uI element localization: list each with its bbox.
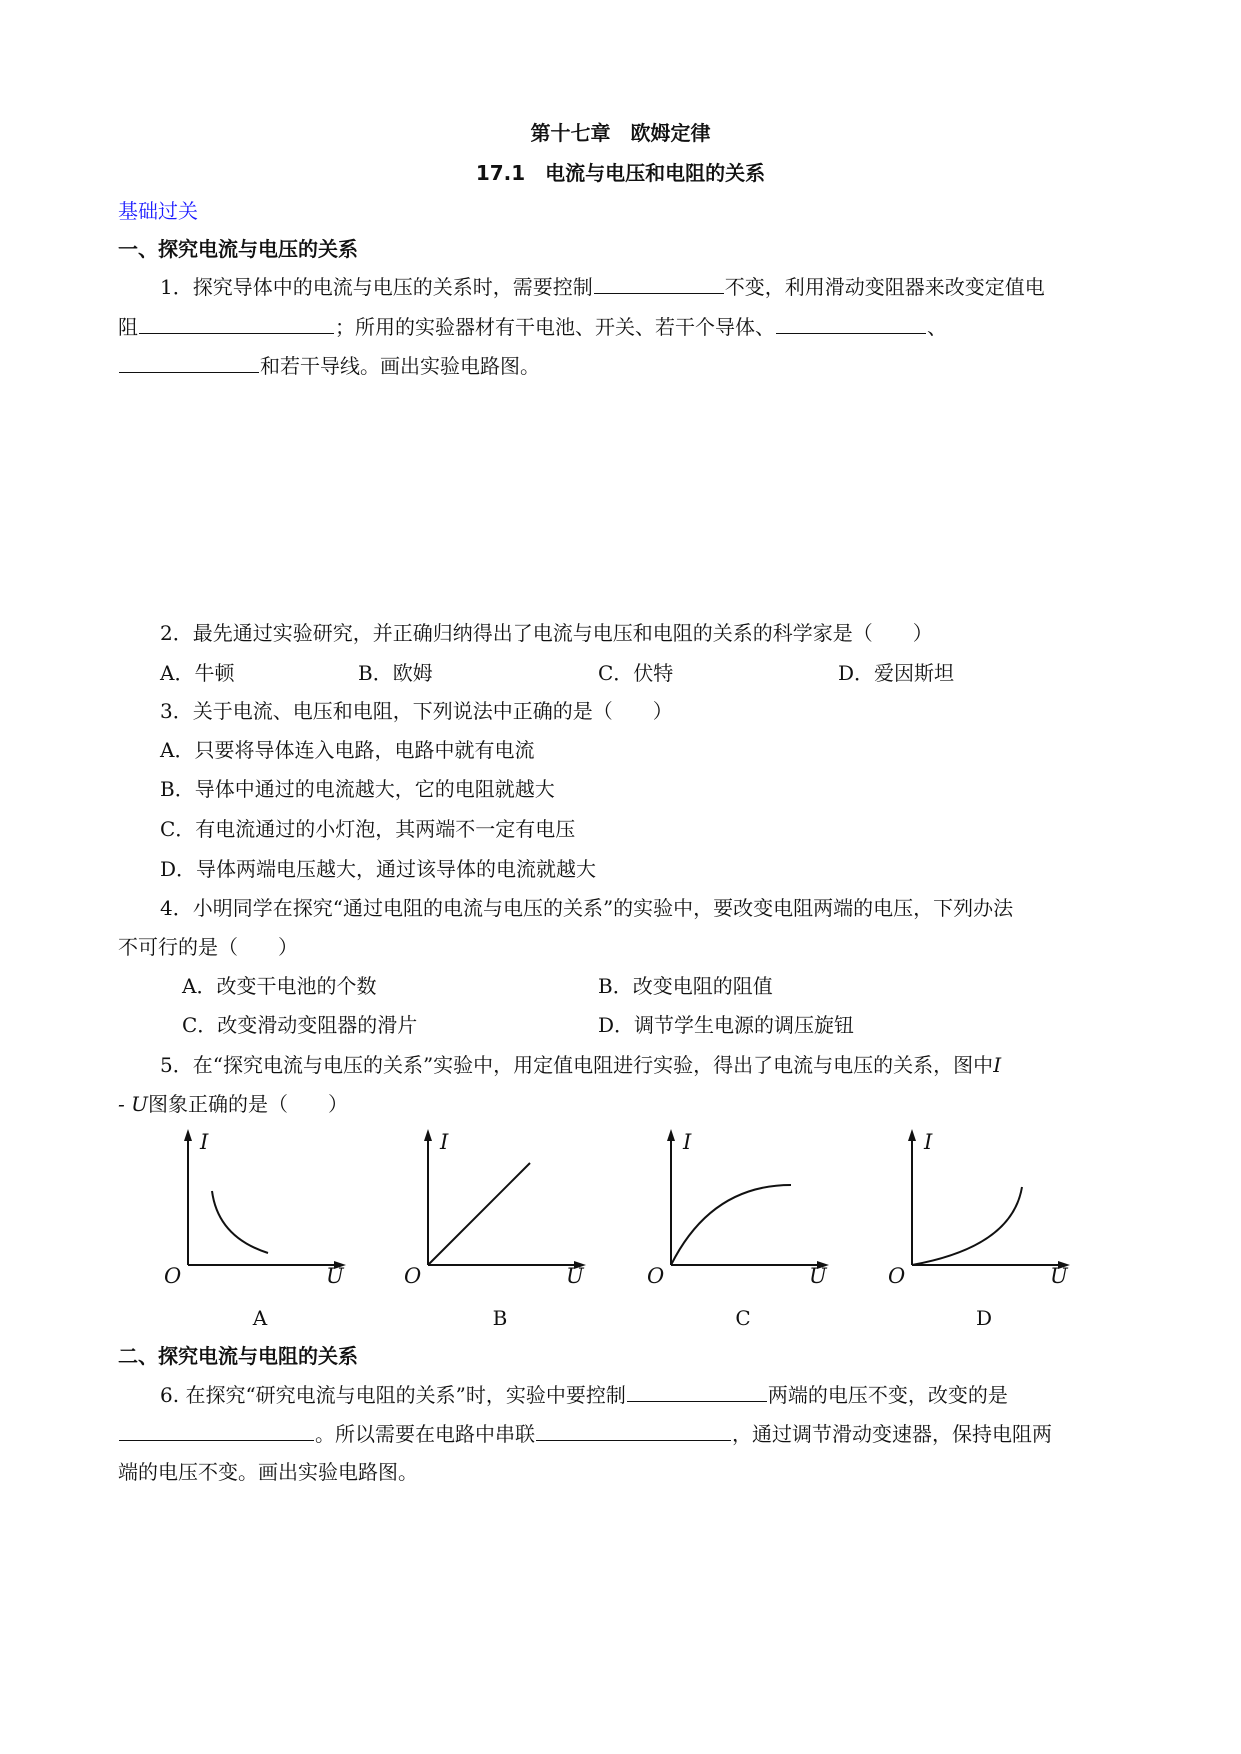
- q6-line3: 端的电压不变。画出实验电路图。: [118, 1460, 418, 1484]
- section-title: 17.1 电流与电压和电阻的关系: [475, 161, 766, 185]
- q1-line1: [160, 273, 1045, 300]
- q4-option-d[interactable]: D．调节学生电源的调压旋钮: [598, 1013, 855, 1037]
- q1-line3: [118, 352, 540, 379]
- q1-text-e: 、: [927, 315, 947, 339]
- q1-text-d: ；所用的实验器材有干电池、开关、若干个导体、: [335, 315, 775, 339]
- graph-b[interactable]: [400, 1125, 600, 1295]
- q3-option-c[interactable]: C．有电流通过的小灯泡，其两端不一定有电压: [160, 817, 576, 841]
- q4-stem-line1: 4．小明同学在探究“通过电阻的电流与电压的关系”的实验中，要改变电阻两端的电压，下列办法: [160, 896, 1014, 920]
- q4-option-a[interactable]: A．改变干电池的个数: [182, 974, 377, 998]
- graph-a-x-label: U: [326, 1264, 344, 1288]
- graph-b-origin: O: [404, 1264, 422, 1288]
- q5-stem-text-2: 图象正确的是（ ）: [147, 1092, 348, 1116]
- q2-option-a[interactable]: A．牛顿: [160, 661, 235, 685]
- graph-a-y-label: I: [200, 1130, 209, 1154]
- part1-heading: 一、探究电流与电压的关系: [118, 237, 358, 261]
- graph-a-label: A: [252, 1306, 268, 1330]
- basic-label: 基础过关: [118, 199, 198, 223]
- q1-text-b: 不变，利用滑动变阻器来改变定值电: [724, 275, 1045, 299]
- q5-stem-line1: [160, 1052, 1001, 1078]
- q6-drawing-area[interactable]: [118, 1500, 1118, 1720]
- q6-blank-1[interactable]: [627, 1381, 767, 1402]
- q1-blank-4[interactable]: [119, 352, 259, 373]
- graph-c-origin: O: [647, 1264, 665, 1288]
- q4-stem-line2: 不可行的是（ ）: [118, 935, 298, 959]
- graph-b-x-label: U: [566, 1264, 584, 1288]
- graph-d[interactable]: [884, 1125, 1084, 1295]
- graph-a[interactable]: [160, 1125, 360, 1295]
- graph-d-x-label: U: [1050, 1264, 1068, 1288]
- q1-text-c: 阻: [118, 315, 138, 339]
- q2-stem: 2．最先通过实验研究，并正确归纳得出了电流与电压和电阻的关系的科学家是（ ）: [160, 621, 933, 645]
- q1-blank-2[interactable]: [139, 313, 334, 334]
- graph-b-label: B: [492, 1306, 508, 1330]
- q5-stem-line2: [118, 1091, 348, 1117]
- q3-option-a[interactable]: A．只要将导体连入电路，电路中就有电流: [160, 738, 535, 762]
- graph-d-y-label: I: [924, 1130, 933, 1154]
- q2-option-c[interactable]: C．伏特: [598, 661, 674, 685]
- q6-blank-3[interactable]: [536, 1420, 731, 1441]
- q4-option-c[interactable]: C．改变滑动变阻器的滑片: [182, 1013, 418, 1037]
- q5-stem-text-1: 5．在“探究电流与电压的关系”实验中，用定值电阻进行实验，得出了电流与电压的关系，图中: [160, 1053, 994, 1077]
- q2-option-d[interactable]: D．爱因斯坦: [838, 661, 955, 685]
- q6-text-d: ，通过调节滑动变速器，保持电阻两: [732, 1422, 1052, 1446]
- q1-text-f: 和若干导线。画出实验电路图。: [260, 354, 540, 378]
- q1-blank-1[interactable]: [594, 273, 724, 294]
- q1-drawing-area[interactable]: [118, 395, 1118, 610]
- q2-option-b[interactable]: B．欧姆: [358, 661, 433, 685]
- graph-b-y-label: I: [440, 1130, 449, 1154]
- graph-c-label: C: [735, 1306, 751, 1330]
- q6-text-c: 。所以需要在电路中串联: [315, 1422, 535, 1446]
- graph-c-y-label: I: [683, 1130, 692, 1154]
- q5-var-u: - U: [118, 1092, 148, 1116]
- chapter-title: 第十七章 欧姆定律: [530, 121, 711, 145]
- graph-d-origin: O: [888, 1264, 906, 1288]
- q6-text-a: 6. 在探究“研究电流与电阻的关系”时，实验中要控制: [160, 1383, 626, 1407]
- q3-option-d[interactable]: D．导体两端电压越大，通过该导体的电流就越大: [160, 857, 597, 881]
- q6-text-b: 两端的电压不变，改变的是: [767, 1383, 1008, 1407]
- q6-blank-2[interactable]: [119, 1420, 314, 1441]
- graph-a-origin: O: [164, 1264, 182, 1288]
- q5-var-i: I: [993, 1053, 1002, 1077]
- q1-line2: [118, 313, 947, 340]
- q6-line1: [160, 1381, 1008, 1408]
- q3-option-b[interactable]: B．导体中通过的电流越大，它的电阻就越大: [160, 777, 555, 801]
- q4-option-b[interactable]: B．改变电阻的阻值: [598, 974, 773, 998]
- graph-c-x-label: U: [809, 1264, 827, 1288]
- q1-text-a: 1．探究导体中的电流与电压的关系时，需要控制: [160, 275, 593, 299]
- q6-line2: [118, 1420, 1052, 1447]
- part2-heading: 二、探究电流与电阻的关系: [118, 1344, 358, 1368]
- q1-blank-3[interactable]: [776, 313, 926, 334]
- graph-c[interactable]: [643, 1125, 843, 1295]
- q3-stem: 3．关于电流、电压和电阻，下列说法中正确的是（ ）: [160, 699, 673, 723]
- graph-d-label: D: [975, 1306, 993, 1330]
